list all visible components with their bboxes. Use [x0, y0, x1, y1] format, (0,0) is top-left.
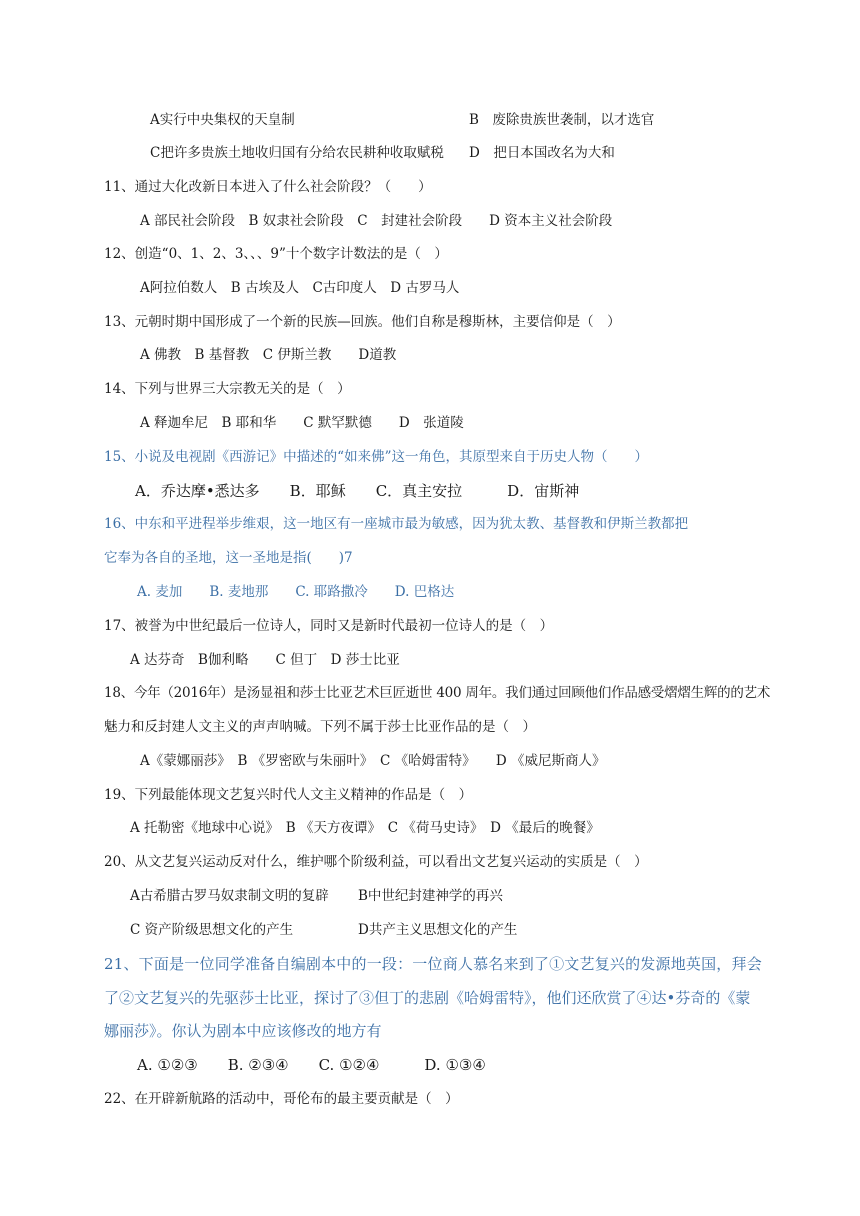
question-13-options: A 佛教 B 基督教 C 伊斯兰教 D道教	[140, 347, 397, 363]
question-20-option-c: C 资产阶级思想文化的产生	[130, 922, 294, 938]
question-20-option-b: B中世纪封建神学的再兴	[358, 888, 503, 904]
question-19: 19、下列最能体现文艺复兴时代人文主义精神的作品是（ ）	[104, 787, 473, 803]
question-21-options: A. ①②③ B. ②③④ C. ①②④ D. ①③④	[137, 1056, 486, 1074]
question-18-line-1: 18、今年（2016年）是汤显祖和莎士比亚艺术巨匠逝世 400 周年。我们通过回顾他们作品感受熠熠生辉的的艺术	[104, 685, 771, 701]
question-16-line-2: 它奉为各自的圣地，这一圣地是指( )7	[104, 550, 353, 566]
question-15-options: A．乔达摩•悉达多 B．耶稣 C．真主安拉 D．宙斯神	[135, 482, 580, 500]
question-11: 11、通过大化改新日本进入了什么社会阶段？（ ）	[104, 179, 432, 195]
question-21-line-3: 娜丽莎》。你认为剧本中应该修改的地方有	[104, 1022, 382, 1040]
question-12: 12、创造“0、1、2、3、、、9”十个数字计数法的是（ ）	[104, 246, 448, 262]
q10-option-b: B 废除贵族世袭制，以才选官	[469, 112, 655, 128]
question-17: 17、被誉为中世纪最后一位诗人，同时又是新时代最初一位诗人的是（ ）	[104, 618, 554, 634]
question-15: 15、小说及电视剧《西游记》中描述的“如来佛”这一角色，其原型来自于历史人物（ ）	[104, 449, 648, 465]
question-21-line-1: 21、下面是一位同学准备自编剧本中的一段：一位商人慕名来到了①文艺复兴的发源地英国，拜会	[104, 955, 762, 973]
question-20: 20、从文艺复兴运动反对什么，维护哪个阶级利益，可以看出文艺复兴运动的实质是（ ）	[104, 854, 648, 870]
question-20-option-d: D共产主义思想文化的产生	[358, 922, 518, 938]
question-18-line-2: 魅力和反封建人文主义的声声呐喊。下列不属于莎士比亚作品的是（ ）	[104, 719, 536, 735]
question-13: 13、元朝时期中国形成了一个新的民族—回族。他们自称是穆斯林，主要信仰是（ ）	[104, 314, 621, 330]
question-16-options: A. 麦加 B. 麦地那 C. 耶路撒冷 D. 巴格达	[137, 584, 455, 600]
question-12-options: A阿拉伯数人 B 古埃及人 C古印度人 D 古罗马人	[140, 280, 460, 296]
question-11-options: A 部民社会阶段 B 奴隶社会阶段 C 封建社会阶段 D 资本主义社会阶段	[140, 213, 613, 229]
question-19-options: A 托勒密《地球中心说》 B 《天方夜谭》 C 《荷马史诗》 D 《最后的晚餐》	[130, 820, 600, 836]
question-20-option-a: A古希腊古罗马奴隶制文明的复辟	[130, 888, 329, 904]
question-14-options: A 释迦牟尼 B 耶和华 C 默罕默德 D 张道陵	[140, 415, 464, 431]
question-16-line-1: 16、中东和平进程举步维艰，这一地区有一座城市最为敏感，因为犹太教、基督教和伊斯兰教都把	[104, 516, 689, 532]
q10-option-a: A实行中央集权的天皇制	[150, 112, 295, 128]
q10-option-c: C把许多贵族土地收归国有分给农民耕种收取赋税	[150, 145, 444, 161]
question-14: 14、下列与世界三大宗教无关的是（ ）	[104, 381, 351, 397]
question-17-options: A 达芬奇 B伽利略 C 但丁 D 莎士比亚	[130, 652, 400, 668]
question-18-options: A《蒙娜丽莎》 B 《罗密欧与朱丽叶》 C 《哈姆雷特》 D 《威尼斯商人》	[140, 753, 606, 769]
q10-option-d: D 把日本国改名为大和	[469, 145, 615, 161]
question-22: 22、在开辟新航路的活动中，哥伦布的最主要贡献是（ ）	[104, 1091, 459, 1107]
question-21-line-2: 了②文艺复兴的先驱莎士比亚，探讨了③但丁的悲剧《哈姆雷特》，他们还欣赏了④达•芬奇的《蒙	[104, 989, 751, 1007]
